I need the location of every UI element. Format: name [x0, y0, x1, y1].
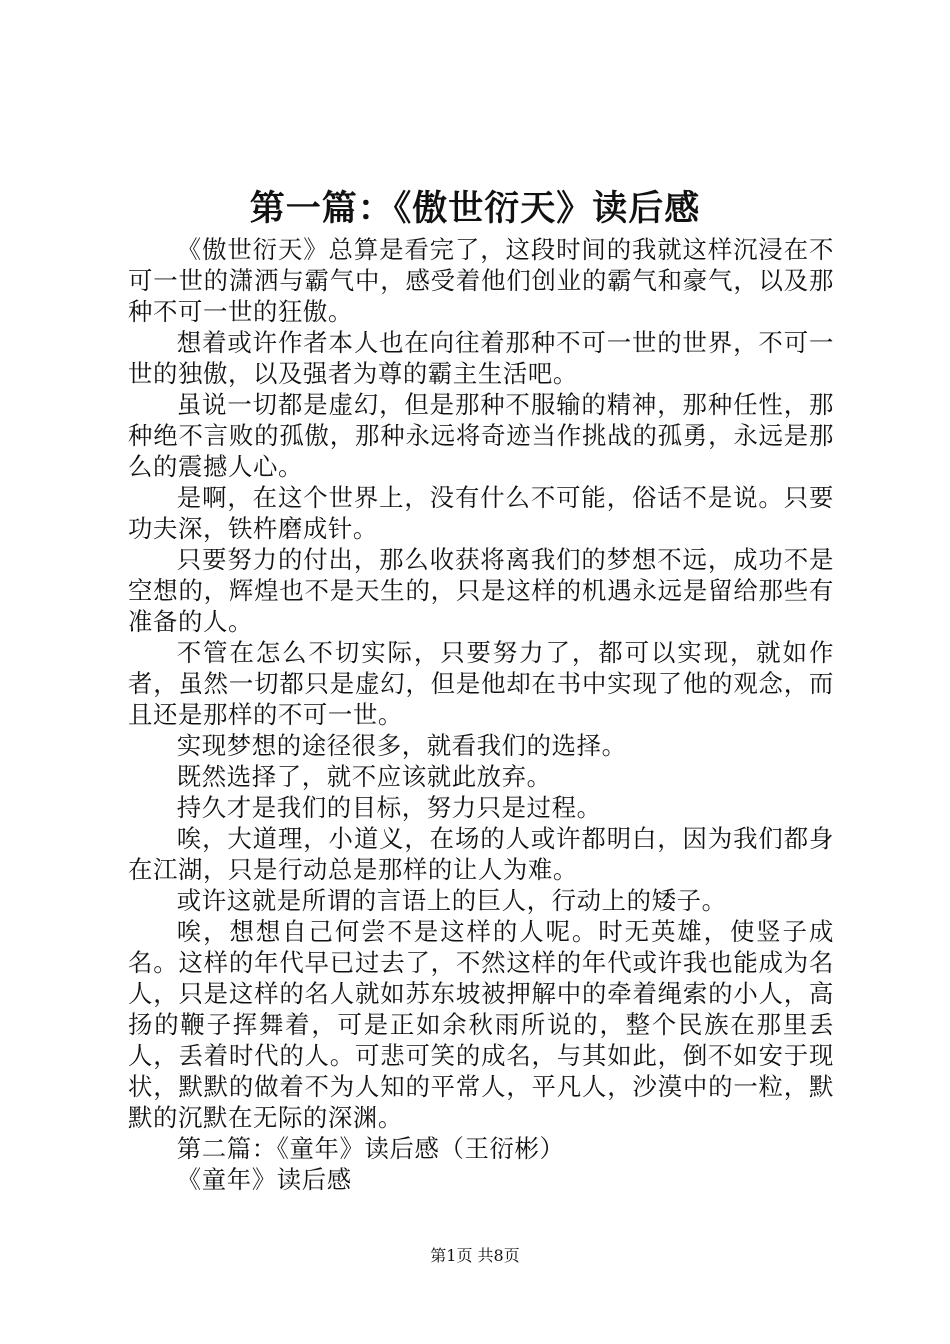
section-subheading: 《童年》读后感 [176, 1165, 352, 1194]
paragraph: 既然选择了，就不应该就此放弃。 [176, 762, 552, 791]
paragraph: 只要努力的付出，那么收获将离我们的梦想不远，成功不是空想的，辉煌也不是天生的，只是这样的机遇永远是留给那些有准备的人。 [128, 545, 834, 636]
paragraph: 唉，大道理，小道义，在场的人或许都明白，因为我们都身在江湖，只是行动总是那样的让人为难。 [128, 824, 834, 884]
section-heading: 第二篇：《童年》读后感（王衍彬） [176, 1134, 565, 1163]
paragraph: 《傲世衍天》总算是看完了，这段时间的我就这样沉浸在不可一世的潇洒与霸气中，感受着他们创业的霸气和豪气，以及那种不可一世的狂傲。 [128, 235, 834, 326]
page-title: 第一篇：《傲世衍天》读后感 [249, 188, 701, 229]
paragraph: 唉，想想自己何尝不是这样的人呢。时无英雄，使竖子成名。这样的年代早已过去了，不然这样的年代或许我也能成为名人，只是这样的名人就如苏东坡被押解中的牵着绳索的小人，高扬的鞭子挥舞着，可是正如余秋雨所说的，整个民族在那里丢人，丢着时代的人。可悲可笑的成名，与其如此，倒不如安于现状，默默的做着不为人知的平常人，平凡人，沙漠中的一粒，默默的沉默在无际的深渊。 [128, 917, 834, 1132]
paragraph: 持久才是我们的目标，努力只是过程。 [176, 793, 602, 822]
document-body [128, 234, 834, 1195]
paragraph: 不管在怎么不切实际，只要努力了，都可以实现，就如作者，虽然一切都只是虚幻，但是他却在书中实现了他的观念，而且还是那样的不可一世。 [128, 638, 834, 729]
paragraph: 虽说一切都是虚幻，但是那种不服输的精神，那种任性，那种绝不言败的孤傲，那种永远将奇迹当作挑战的孤勇，永远是那么的震撼人心。 [128, 390, 834, 481]
paragraph: 想着或许作者本人也在向往着那种不可一世的世界，不可一世的独傲，以及强者为尊的霸主生活吧。 [128, 328, 834, 388]
page-footer: 第1页 共8页 [430, 1246, 520, 1265]
paragraph: 实现梦想的途径很多，就看我们的选择。 [176, 731, 627, 760]
paragraph: 是啊，在这个世界上，没有什么不可能，俗话不是说。只要功夫深，铁杵磨成针。 [128, 483, 834, 543]
paragraph: 或许这就是所谓的言语上的巨人，行动上的矮子。 [176, 886, 727, 915]
